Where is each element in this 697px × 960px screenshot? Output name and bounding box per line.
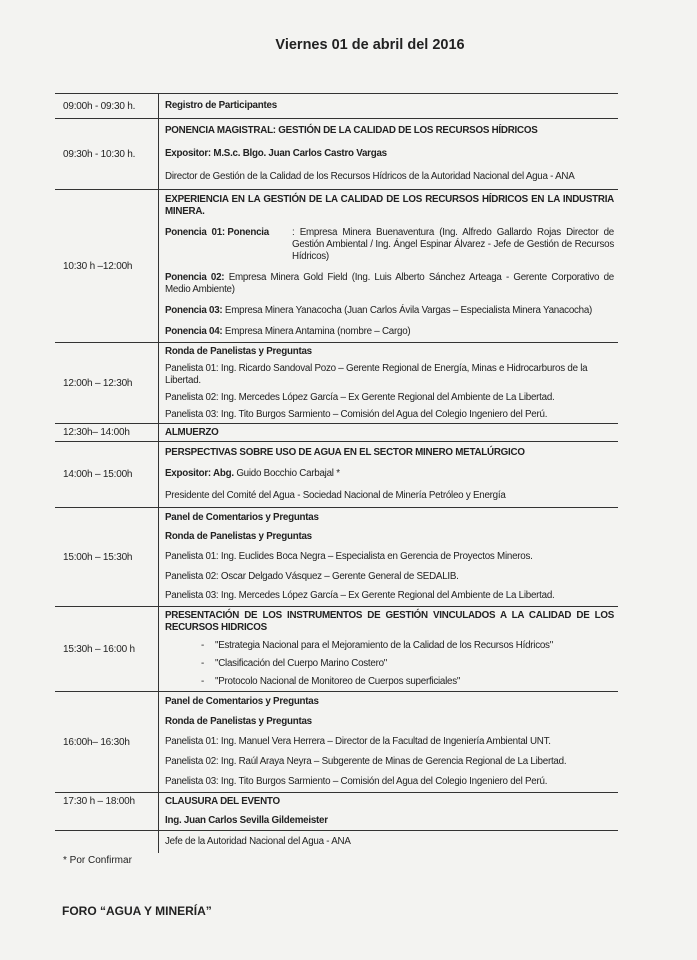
bullet-item: - "Protocolo Nacional de Monitoreo de Cuerpos superficiales" [201,676,461,687]
panelist: Panelista 01: Ing. Euclides Boca Negra – Especialista en Gerencia de Proyectos Mineros. [165,550,533,562]
session-heading: Ronda de Panelistas y Preguntas [165,716,312,727]
speaker: Ing. Juan Carlos Sevilla Gildemeister [165,814,328,826]
speaker-role: Jefe de la Autoridad Nacional del Agua - ANA [165,836,351,847]
table-row [55,831,618,853]
panelist: Panelista 02: Ing. Mercedes López García – Ex Gerente Regional del Ambiente de La Libertad. [165,391,555,403]
table-row [55,508,618,607]
session-heading: CLAUSURA DEL EVENTO [165,796,280,808]
session-heading: Ronda de Panelistas y Preguntas [165,345,312,357]
ponencia-label: Ponencia 01: Ponencia [165,227,269,239]
ponencia-text: Empresa Minera Antamina (nombre – Cargo) [224,325,411,337]
time-slot: 12:00h – 12:30h [55,343,159,423]
panelist: Panelista 03: Ing. Mercedes López García – Ex Gerente Regional del Ambiente de La Libertad. [165,590,555,602]
ponencia-item [165,227,614,263]
session-heading: Ronda de Panelistas y Preguntas [165,531,312,543]
speaker-name: Guido Bocchio Carbajal * [236,468,340,480]
activity: Registro de Participantes [165,100,277,111]
ponencia-item [165,305,614,317]
activity: ALMUERZO [165,426,219,438]
ponencia-text: : Empresa Minera Buenaventura (Ing. Alfredo Gallardo Rojas Director de Gestión Ambiental / Ing. Ángel Espinar Álvarez - Jefe de Gestión de Recursos Hídricos) [292,227,614,263]
session-heading: PRESENTACIÓN DE LOS INSTRUMENTOS DE GESTIÓN VINCULADOS A LA CALIDAD DE LOS RECURSOS HIDRICOS [165,610,614,633]
time-slot-empty [55,831,159,853]
table-row [55,607,618,692]
table-row [55,119,618,190]
panelist: Panelista 01: Ing. Ricardo Sandoval Pozo – Gerente Regional de Energía, Minas e Hidrocarburos de la Libertad. [165,362,588,386]
table-row [55,692,618,793]
ponencia-label: Ponencia 03: [165,304,223,316]
schedule-table [55,93,618,853]
ponencia-text: Empresa Minera Gold Field (Ing. Luis Alberto Sánchez Arteaga - Gerente Corporativo de Medio Ambiente) [165,271,614,295]
panelist: Panelista 02: Oscar Delgado Vásquez – Gerente General de SEDALIB. [165,570,459,582]
ponencia-item [165,326,614,338]
panelist: Panelista 01: Ing. Manuel Vera Herrera – Director de la Facultad de Ingeniería Ambiental UNT. [165,736,551,747]
time-slot: 15:00h – 15:30h [55,508,159,606]
event-name: FORO “AGUA Y MINERÍA” [62,904,212,918]
ponencia-text: Empresa Minera Yanacocha (Juan Carlos Ávila Vargas – Especialista Minera Yanacocha) [224,304,593,316]
time-slot: 17:30 h – 18:00h [55,793,159,830]
table-row [55,94,618,119]
speaker [165,468,618,480]
time-slot: 14:00h – 15:00h [55,442,159,507]
speaker-role: Presidente del Comité del Agua - Sociedad Nacional de Minería Petróleo y Energía [165,490,506,502]
panelist: Panelista 03: Ing. Tito Burgos Sarmiento – Comisión del Agua del Colegio Ingeniero del Perú. [165,776,548,787]
bullet-item: - "Clasificación del Cuerpo Marino Costero" [201,658,388,669]
table-row [55,424,618,442]
ponencia-label: Ponencia 02: [165,271,225,283]
panelist: Panelista 03: Ing. Tito Burgos Sarmiento – Comisión del Agua del Colegio Ingeniero del Perú. [165,408,548,420]
time-slot: 09:30h - 10:30 h. [55,119,159,189]
bullet-item: - "Estrategia Nacional para el Mejoramiento de la Calidad de los Recursos Hídricos" [201,640,553,651]
speaker-role: Director de Gestión de la Calidad de los Recursos Hídricos de la Autoridad Nacional del Agua - ANA [165,171,575,183]
session-heading: PONENCIA MAGISTRAL: GESTIÓN DE LA CALIDAD DE LOS RECURSOS HÍDRICOS [165,124,538,136]
time-slot: 09:00h - 09:30 h. [55,94,159,118]
speaker: Expositor: M.S.c. Blgo. Juan Carlos Castro Vargas [165,147,387,159]
page-title: Viernes 01 de abril del 2016 [275,37,465,53]
time-slot: 15:30h – 16:00 h [55,607,159,691]
session-heading: Panel de Comentarios y Preguntas [165,696,319,707]
table-row [55,793,618,831]
table-row [55,343,618,424]
ponencia-item [165,272,614,296]
time-slot: 16:00h– 16:30h [55,692,159,792]
table-row [55,442,618,508]
speaker-label: Expositor: Abg. [165,468,234,480]
ponencia-label: Ponencia 04: [165,325,223,337]
time-slot: 12:30h– 14:00h [55,424,159,441]
table-row [55,190,618,343]
session-heading: EXPERIENCIA EN LA GESTIÓN DE LA CALIDAD DE LOS RECURSOS HÍDRICOS EN LA INDUSTRIA MINERA. [165,194,614,218]
time-slot: 10:30 h –12:00h [55,190,159,342]
session-heading: PERSPECTIVAS SOBRE USO DE AGUA EN EL SECTOR MINERO METALÚRGICO [165,446,525,458]
session-heading: Panel de Comentarios y Preguntas [165,511,319,523]
panelist: Panelista 02: Ing. Raúl Araya Neyra – Subgerente de Minas de Gerencia Regional de La Libertad. [165,756,567,767]
footnote: * Por Confirmar [63,855,132,866]
